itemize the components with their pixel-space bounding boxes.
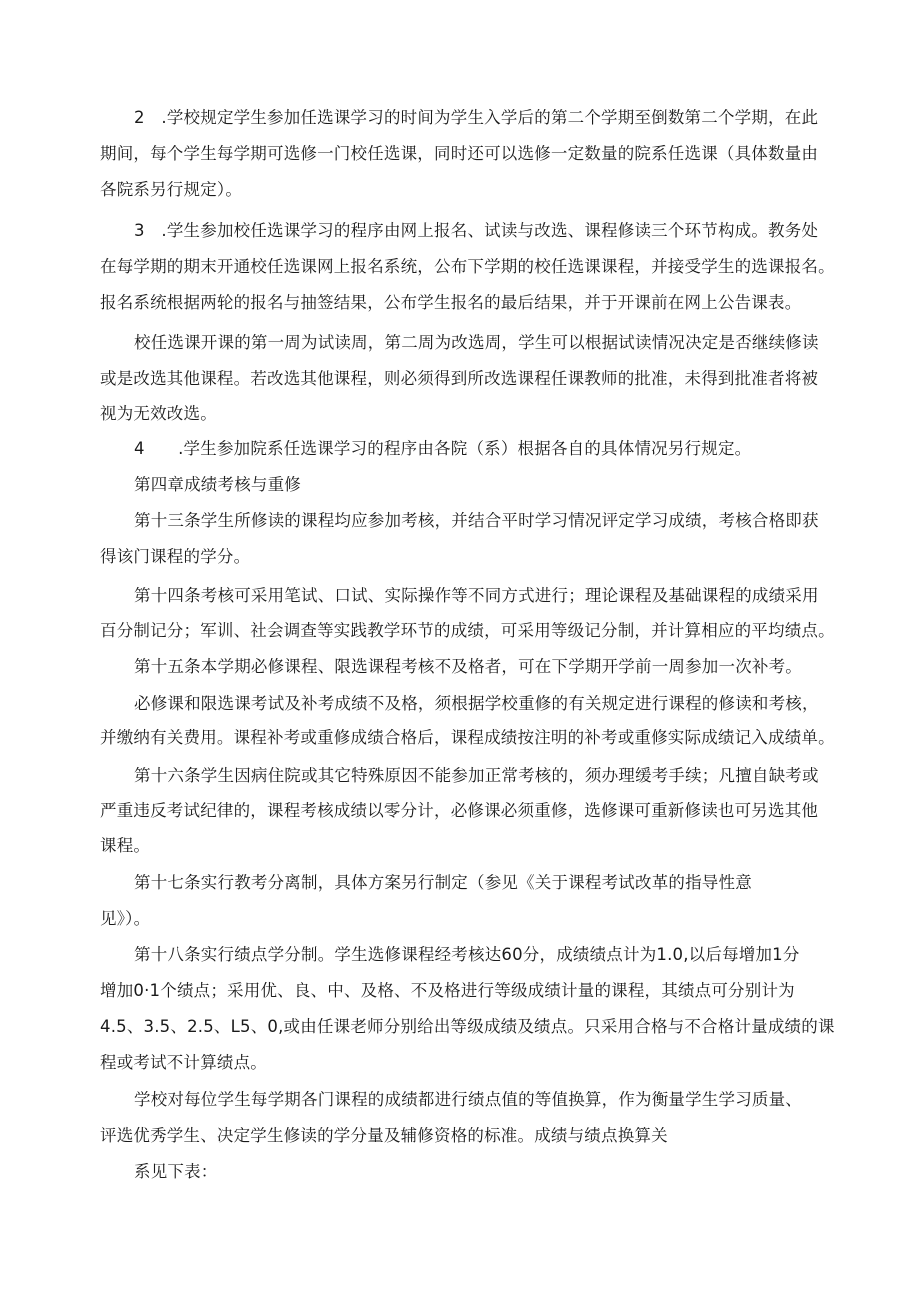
text-line: 系见下表： [134,1162,218,1181]
text-line: 期间，每个学生每学期可选修一门校任选课，同时还可以选修一定数量的院系任选课（具体数量由 [100,144,819,163]
text-line: 增加0·1个绩点；采用优、良、中、及格、不及格进行等级成绩计量的课程，其绩点可分别计为 [100,981,795,1000]
text-line: 第十六条学生因病住院或其它特殊原因不能参加正常考核的，须办理缓考手续；凡擅自缺考或 [134,766,819,785]
text-line: 4 .学生参加院系任选课学习的程序由各院（系）根据各自的具体情况另行规定。 [134,439,752,458]
text-line: 得该门课程的学分。 [100,547,251,566]
text-line: 第十四条考核可采用笔试、口试、实际操作等不同方式进行；理论课程及基础课程的成绩采用 [134,586,819,605]
text-line: 各院系另行规定）。 [100,180,243,199]
text-line: 校任选课开课的第一周为试读周，第二周为改选周，学生可以根据试读情况决定是否继续修读 [134,333,819,352]
text-line: 学校对每位学生每学期各门课程的成绩都进行绩点值的等值换算，作为衡量学生学习质量、 [134,1090,802,1109]
text-line: 2 .学校规定学生参加任选课学习的时间为学生入学后的第二个学期至倒数第二个学期，在此 [134,108,819,127]
text-line: 第十七条实行教考分离制，具体方案另行制定（参见《关于课程考试改革的指导性意 [134,873,752,892]
text-line: 第十三条学生所修读的课程均应参加考核，并结合平时学习情况评定学习成绩，考核合格即获 [134,511,819,530]
text-line: 或是改选其他课程。若改选其他课程，则必须得到所改选课程任课教师的批准，未得到批准者将被 [100,369,819,388]
text-line: 必修课和限选课考试及补考成绩不及格，须根据学校重修的有关规定进行课程的修读和考核， [134,694,819,713]
text-line: 报名系统根据两轮的报名与抽签结果，公布学生报名的最后结果，并于开课前在网上公告课表。 [100,293,802,312]
text-line: 第十八条实行绩点学分制。学生选修课程经考核达60分，成绩绩点计为1.0,以后每增加1分 [134,945,800,964]
text-line: 评选优秀学生、决定学生修读的学分量及辅修资格的标准。成绩与绩点换算关 [100,1126,668,1145]
chapter-heading: 第四章成绩考核与重修 [134,475,301,494]
text-line: 严重违反考试纪律的，课程考核成绩以零分计，必修课必须重修，选修课可重新修读也可另选其他 [100,801,819,820]
text-line: 在每学期的期末开通校任选课网上报名系统，公布下学期的校任选课课程，并接受学生的选课报名。 [100,257,835,276]
text-line: 视为无效改选。 [100,404,217,423]
text-line: 百分制记分；军训、社会调查等实践教学环节的成绩，可采用等级记分制，并计算相应的平均绩点。 [100,621,835,640]
text-line: 4.5、3.5、2.5、L5、0,或由任课老师分别给出等级成绩及绩点。只采用合格与不合格计量成绩的课 [100,1017,835,1036]
text-line: 见》）。 [100,909,151,928]
text-line: 第十五条本学期必修课程、限选课程考核不及格者，可在下学期开学前一周参加一次补考。 [134,657,802,676]
text-line: 3 .学生参加校任选课学习的程序由网上报名、试读与改选、课程修读三个环节构成。教务处 [134,221,819,240]
text-line: 程或考试不计算绩点。 [100,1053,267,1072]
text-line: 课程。 [100,836,151,855]
text-line: 并缴纳有关费用。课程补考或重修成绩合格后，课程成绩按注明的补考或重修实际成绩记入成绩单。 [100,728,835,747]
